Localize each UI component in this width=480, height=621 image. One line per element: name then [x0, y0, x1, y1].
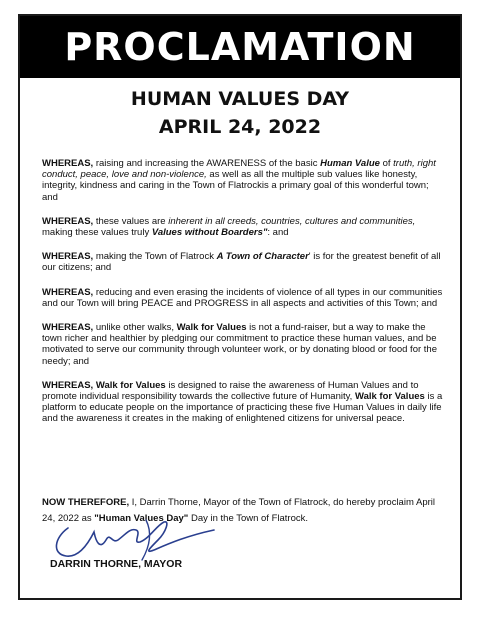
whereas-paragraph: WHEREAS, making the Town of Flatrock A Town of Character' is for the greatest benefit of all our citizens; and	[42, 251, 441, 274]
mayor-signature	[46, 510, 216, 562]
emphasis-text: truth, right conduct, peace, love and non-violence,	[42, 158, 436, 181]
emphasis-text: Values without Boarders"	[151, 227, 268, 239]
emphasis-text: Walk for Values	[176, 322, 247, 334]
now-therefore-paragraph: NOW THEREFORE, I, Darrin Thorne, Mayor of the Town of Flatrock, do hereby proclaim April 24, 2022 as "Human Values Day" Day in the Town of Flatrock.	[42, 496, 435, 524]
whereas-paragraph: WHEREAS, these values are inherent in all creeds, countries, cultures and communities, making these values truly Values without Boarders": and	[42, 215, 416, 239]
whereas-paragraph: WHEREAS, reducing and even erasing the incidents of violence of all types in our communities and our Town will bring PEACE and PROGRESS in all aspects and activities of this Town; and	[42, 286, 443, 309]
emphasis-text: WHEREAS,	[42, 251, 94, 263]
emphasis-text: "Human Values Day"	[94, 512, 189, 524]
document-date: APRIL 24, 2022	[158, 116, 322, 138]
whereas-paragraph: WHEREAS, Walk for Values is designed to raise the awareness of Human Values and to promote individual responsibility towards the collective future of Humanity, Walk for Values is a platform to educate people on the importance of practicing these five Human Values in daily life and the awareness it creates in the making of enlightened citizens for universal peace.	[42, 379, 443, 425]
emphasis-text: WHEREAS, Walk for Values	[42, 379, 166, 391]
emphasis-text: WHEREAS,	[42, 215, 94, 227]
proclamation-frame	[18, 14, 462, 600]
emphasis-text: A Town of Character	[216, 251, 309, 263]
whereas-paragraph: WHEREAS, unlike other walks, Walk for Values is not a fund-raiser, but a way to make the town richer and healthier by pledging our commitment to practice these human values, and be motivated to serve our community through volunteer work, or by donating blood or food for the needy; and	[42, 322, 437, 367]
emphasis-text: NOW THEREFORE,	[42, 496, 130, 508]
emphasis-text: Human Value	[320, 158, 380, 169]
emphasis-text: WHEREAS,	[42, 286, 94, 298]
emphasis-text: WHEREAS,	[42, 322, 94, 334]
document-body	[42, 158, 446, 438]
proclamation-banner: PROCLAMATION	[20, 16, 460, 78]
emphasis-text: inherent in all creeds, countries, cultures and communities,	[168, 215, 416, 227]
signer-name: DARRIN THORNE, MAYOR	[50, 558, 183, 570]
emphasis-text: Walk for Values	[354, 391, 425, 403]
document-title: HUMAN VALUES DAY	[130, 88, 350, 110]
whereas-paragraph: WHEREAS, raising and increasing the AWARENESS of the basic Human Value of truth, right conduct, peace, love and non-violence, as well as all the multiple sub values like honesty, integrity, kindness and caring in the Town of Flatrockis a primary goal of this wonderful town; and	[42, 158, 436, 203]
emphasis-text: WHEREAS,	[42, 158, 94, 169]
